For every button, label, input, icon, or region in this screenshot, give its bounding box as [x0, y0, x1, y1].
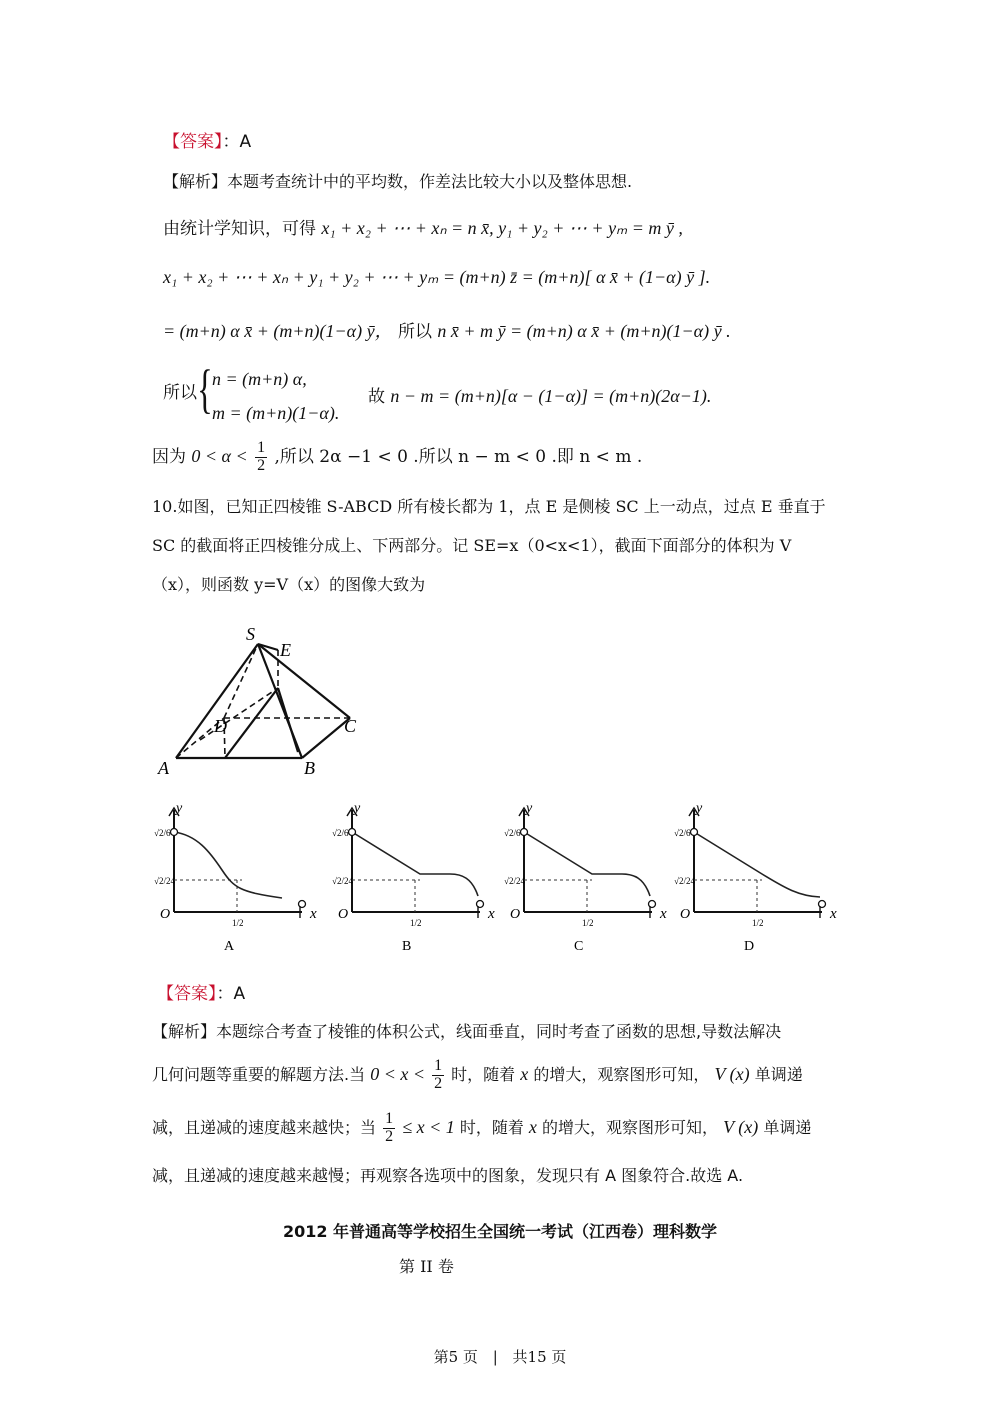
option-graph-b	[330, 800, 505, 955]
analysis-tag: 【解析】	[163, 172, 228, 191]
formula: V (x)	[714, 1063, 750, 1084]
formula: ≤ x < 1	[402, 1116, 455, 1137]
denominator: 2	[257, 456, 266, 474]
answer-value: ：A	[222, 132, 252, 152]
formula: V (x)	[723, 1116, 759, 1137]
page-footer	[0, 1346, 1000, 1367]
derivation-line-3	[163, 322, 731, 341]
label-d: D	[214, 716, 227, 736]
denominator: 2	[434, 1074, 443, 1092]
text: 由统计学知识，可得	[163, 219, 316, 239]
y-top-label: √2/6	[332, 828, 349, 838]
text: 的增大，观察图形可知，	[542, 1117, 719, 1137]
denominator: 2	[385, 1127, 394, 1145]
answer-line-9	[163, 134, 251, 151]
y-label: y	[526, 801, 533, 816]
answer-line-10	[157, 986, 245, 1003]
formula: x	[528, 1116, 537, 1137]
system-eq-1: n = (m+n) α,	[212, 369, 307, 389]
option-label: D	[744, 939, 755, 954]
origin-label: O	[680, 907, 691, 922]
derivation-line-2: x₁ + x₂ + ⋯ + xₙ + y₁ + y₂ + ⋯ + yₘ = (m+n) z̄ = (m+n)[ α x̄ + (1−α) ȳ ].	[163, 267, 711, 287]
label-a: A	[158, 758, 169, 778]
option-graph-d	[672, 800, 847, 955]
edge-sd	[224, 644, 258, 718]
y-mid-label: √2/24	[674, 876, 695, 886]
system-eq-2: m = (m+n)(1−α).	[212, 403, 340, 423]
y-label: y	[354, 801, 361, 816]
y-mid-label: √2/24	[154, 876, 175, 886]
section-dash-2	[200, 688, 278, 740]
formula: n x̄ + m ȳ = (m+n) α x̄ + (m+n)(1−α) ȳ .	[437, 321, 731, 341]
y-mid-label: √2/24	[504, 876, 525, 886]
answer-tag: 【答案】	[157, 984, 217, 1004]
text: 因为	[152, 446, 186, 467]
numerator: 1	[385, 1110, 394, 1127]
label-s: S	[246, 624, 255, 644]
q10-stem-3: （x），则函数 y=V（x）的图像大致为	[152, 575, 426, 594]
origin-label: O	[510, 907, 521, 922]
y-top-label: √2/6	[504, 828, 521, 838]
option-graph-a	[152, 800, 327, 955]
y-top-label: √2/6	[674, 828, 691, 838]
numerator: 1	[257, 439, 266, 456]
pyramid-figure	[150, 620, 380, 780]
formula: x₁ + x₂ + ⋯ + xₙ = n x̄, y₁ + y₂ + ⋯ + yₘ = m ȳ ,	[321, 218, 683, 238]
curve	[174, 832, 282, 898]
fraction	[255, 440, 267, 475]
answer-value: ：A	[216, 984, 246, 1004]
formula: 0 < α <	[191, 445, 248, 466]
formula: x	[520, 1063, 529, 1084]
option-graph-c	[502, 800, 677, 955]
analysis-text: 本题考查统计中的平均数，作差法比较大小以及整体思想.	[227, 172, 633, 191]
start-point	[349, 829, 356, 836]
y-label: y	[696, 801, 703, 816]
text: 时，随着	[451, 1064, 516, 1084]
y-top-label: √2/6	[154, 828, 171, 838]
x-label: x	[660, 906, 667, 922]
q10-stem-2: SC 的截面将正四棱锥分成上、下两部分。记 SE=x（0<x<1），截面下面部分的体积为 V	[152, 536, 792, 555]
analysis-line-10b	[152, 1058, 803, 1093]
text: 的增大，观察图形可知，	[533, 1064, 710, 1084]
text: 单调递	[754, 1064, 803, 1084]
formula: n − m = (m+n)[α − (1−α)] = (m+n)(2α−1).	[390, 386, 712, 406]
x-label: x	[310, 906, 317, 922]
text: 故	[368, 387, 385, 407]
x-half-label: 1/2	[752, 918, 764, 928]
analysis-tag: 【解析】	[152, 1022, 217, 1041]
text: 减，且递减的速度越来越快；当	[152, 1117, 377, 1137]
footer-separator: |	[492, 1348, 498, 1366]
y-mid-label: √2/24	[332, 876, 353, 886]
formula: = (m+n) α x̄ + (m+n)(1−α) ȳ，	[163, 321, 393, 341]
label-b: B	[304, 758, 315, 778]
answer-tag: 【答案】	[163, 132, 223, 152]
system-prefix: 所以	[163, 383, 197, 403]
section-right	[278, 688, 298, 752]
text: 单调递	[763, 1117, 812, 1137]
start-point	[521, 829, 528, 836]
y-label: y	[176, 801, 183, 816]
system-conclusion	[368, 387, 711, 406]
left-brace: {	[197, 359, 213, 419]
derivation-line-5	[152, 440, 642, 475]
derivation-line-1	[163, 219, 683, 238]
fraction	[383, 1111, 395, 1146]
numerator: 1	[434, 1057, 443, 1074]
text: ,所以 2α −1 < 0 .所以 n − m < 0 .即 n < m .	[274, 446, 643, 467]
start-point	[171, 829, 178, 836]
analysis-text: 本题综合考查了棱锥的体积公式，线面垂直，同时考查了函数的思想,导数法解决	[216, 1022, 782, 1041]
edge-bc	[302, 718, 350, 758]
option-label: B	[402, 939, 412, 954]
x-half-label: 1/2	[410, 918, 422, 928]
x-label: x	[830, 906, 837, 922]
option-label: C	[574, 939, 584, 954]
x-label: x	[488, 906, 495, 922]
x-half-label: 1/2	[232, 918, 244, 928]
exam-title: 2012 年普通高等学校招生全国统一考试（江西卷）理科数学	[282, 1222, 718, 1241]
start-point	[691, 829, 698, 836]
analysis-line-10a	[152, 1024, 781, 1040]
q10-stem-1: 10.如图，已知正四棱锥 S-ABCD 所有棱长都为 1，点 E 是侧棱 SC 上一动点，过点 E 垂直于	[152, 497, 826, 516]
origin-label: O	[338, 907, 349, 922]
text: 时，随着	[459, 1117, 524, 1137]
text: 几何问题等重要的解题方法.当	[152, 1064, 366, 1084]
fraction	[432, 1058, 444, 1093]
label-e: E	[280, 640, 291, 660]
formula: 0 < x <	[370, 1063, 425, 1084]
analysis-line-10d: 减，且递减的速度越来越慢；再观察各选项中的图象，发现只有 A 图象符合.故选 A.	[152, 1166, 744, 1185]
page-number: 第5 页	[433, 1348, 478, 1366]
edge-sa	[176, 644, 258, 758]
origin-label: O	[160, 907, 171, 922]
x-half-label: 1/2	[582, 918, 594, 928]
volume-label: 第 II 卷	[399, 1257, 454, 1276]
label-c: C	[344, 716, 357, 736]
option-label: A	[224, 939, 235, 954]
analysis-line-9	[163, 174, 632, 190]
text: 所以	[397, 322, 432, 342]
analysis-line-10c	[152, 1111, 811, 1146]
page-total: 共15 页	[512, 1348, 567, 1366]
